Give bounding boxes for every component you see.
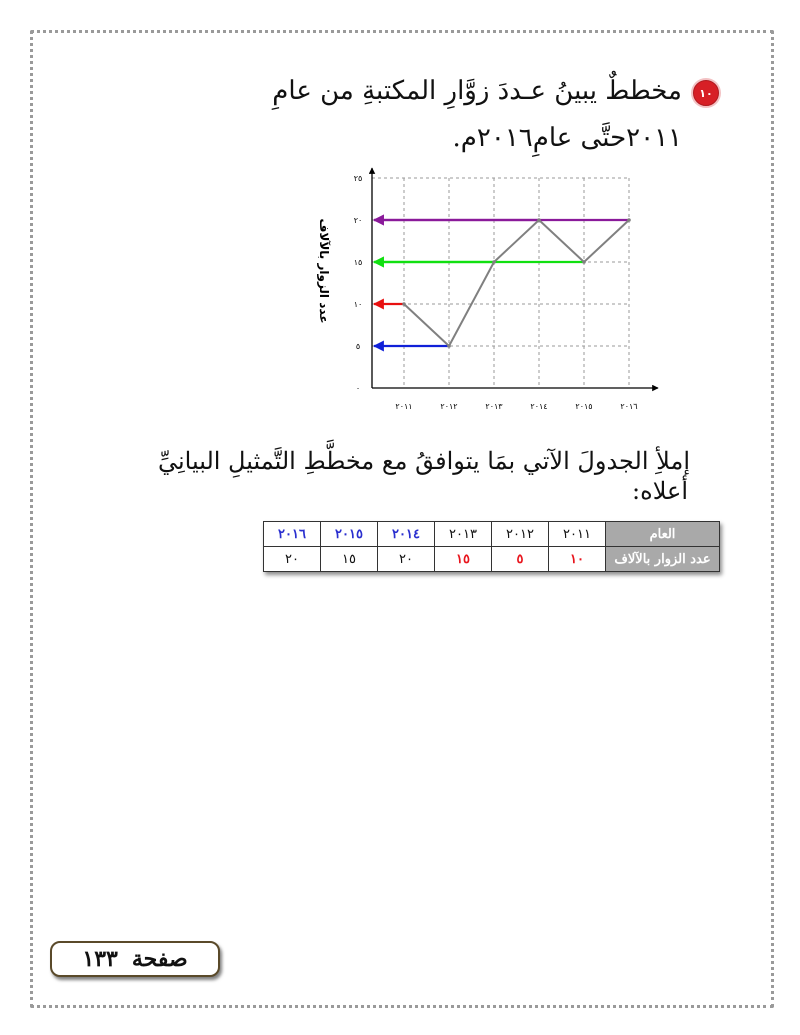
x-tick-label: ٢٠١٢ [440,402,458,411]
table-cell: ٢٠١١ [549,522,606,547]
y-tick-label: ٢٥ [353,174,363,183]
table-cell-handwritten: ٢٠١٦ [264,522,321,547]
table-cell-handwritten: ١٠ [549,547,606,572]
table-row-years [264,522,720,547]
table-row-visitors [264,547,720,572]
instruction-line1: إملأِ الجدولَ الآتي بمَا يتوافقُ مع مخطَّطِ التَّمثيلِ البيانِيِّ [157,447,690,475]
table-cell: ٢٠ [264,547,321,572]
question-number-badge: ١٠ [693,80,719,106]
y-tick-label: ١٠ [353,300,363,309]
y-tick-label: ٠ [355,384,361,393]
chart-axes [372,168,658,388]
data-point [402,302,406,306]
x-tick-label: ٢٠١٦ [620,402,638,411]
page-number-box [50,941,220,977]
table-cell-handwritten: ٢٠١٤ [378,522,435,547]
question-text-line2: ٢٠١١حتَّى عامِ٢٠١٦م. [452,123,682,153]
series-line [404,220,629,346]
table-cell-handwritten: ٥ [492,547,549,572]
x-tick-label: ٢٠١٣ [485,402,503,411]
data-point [627,218,631,222]
table-cell: ٢٠١٣ [435,522,492,547]
visitors-header-cell: عدد الزوار بالآلاف [606,547,720,572]
year-header-cell: العام [606,522,720,547]
chart-guide-arrows [374,220,629,346]
table-cell: ١٥ [321,547,378,572]
question-text-line1: مخططٌ يبينُ عـددَ زوَّارِ المكتبةِ من عامِ [272,76,682,106]
page-label: صفحة [131,946,188,972]
visitors-table [263,521,720,572]
x-tick-label: ٢٠١٤ [530,402,548,411]
x-tick-label: ٢٠١٥ [575,402,593,411]
x-tick-label: ٢٠١١ [395,402,413,411]
y-axis-label: عدد الزوار بالآلاف [317,218,331,324]
data-point [447,344,451,348]
table-cell-handwritten: ٢٠١٥ [321,522,378,547]
table-cell: ٢٠١٢ [492,522,549,547]
instruction-line2: أعلاه: [632,477,688,505]
table-cell: ٢٠ [378,547,435,572]
data-point [492,260,496,264]
data-point [582,260,586,264]
table-cell-handwritten: ١٥ [435,547,492,572]
y-tick-label: ٢٠ [353,216,363,225]
y-tick-label: ٥ [355,342,361,351]
chart-series-line [402,218,631,348]
visitors-line-chart [300,160,670,425]
y-tick-label: ١٥ [353,258,363,267]
data-point [537,218,541,222]
page-number: ١٣٣ [82,946,118,972]
chart-grid [372,178,629,388]
